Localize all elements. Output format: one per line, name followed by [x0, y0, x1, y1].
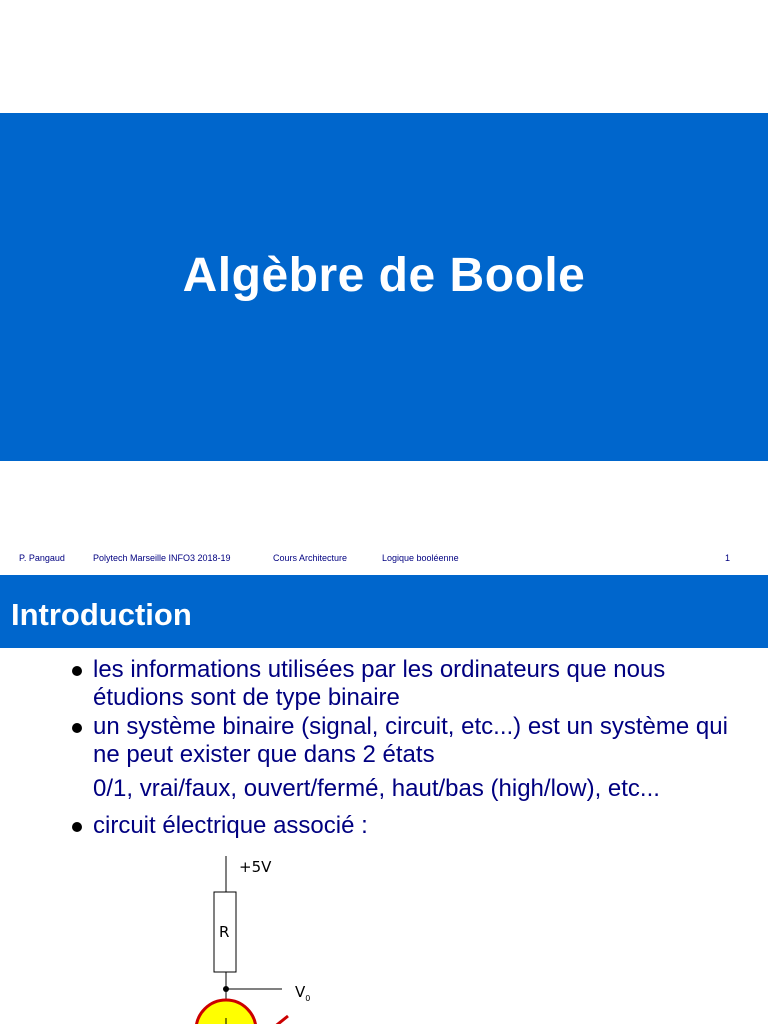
states-line: 0/1, vrai/faux, ouvert/fermé, haut/bas (high/low), etc...: [93, 775, 660, 802]
footer-author: P. Pangaud: [19, 553, 65, 563]
footer-course: Cours Architecture: [273, 553, 348, 563]
slide-footer: [0, 553, 768, 567]
list-item: [93, 812, 753, 840]
footer-page-number: 1: [725, 553, 731, 563]
resistor-label: R: [219, 923, 230, 941]
section-title: Introduction: [11, 597, 192, 632]
bullet-icon: [72, 666, 82, 676]
slide-title: Algèbre de Boole: [182, 249, 586, 302]
bullet-icon: [72, 723, 82, 733]
bullet-text: les informations utilisées par les ordinateurs que nous étudions sont de type binaire: [93, 656, 666, 711]
bullet-text: un système binaire (signal, circuit, etc...) est un système qui ne peut exister que dans 2 états: [93, 713, 728, 768]
list-item: [93, 656, 753, 712]
supply-label: +5V: [239, 858, 272, 876]
bullet-icon: [72, 822, 82, 832]
list-item: [93, 713, 753, 769]
footer-topic: Logique booléenne: [382, 553, 459, 563]
footer-school: Polytech Marseille INFO3 2018-19: [93, 553, 231, 563]
arrow-icon: [278, 1016, 288, 1024]
bullet-text: circuit électrique associé :: [93, 812, 368, 839]
circuit-diagram: [180, 850, 340, 1024]
output-label: $V_0$: [295, 983, 311, 1003]
